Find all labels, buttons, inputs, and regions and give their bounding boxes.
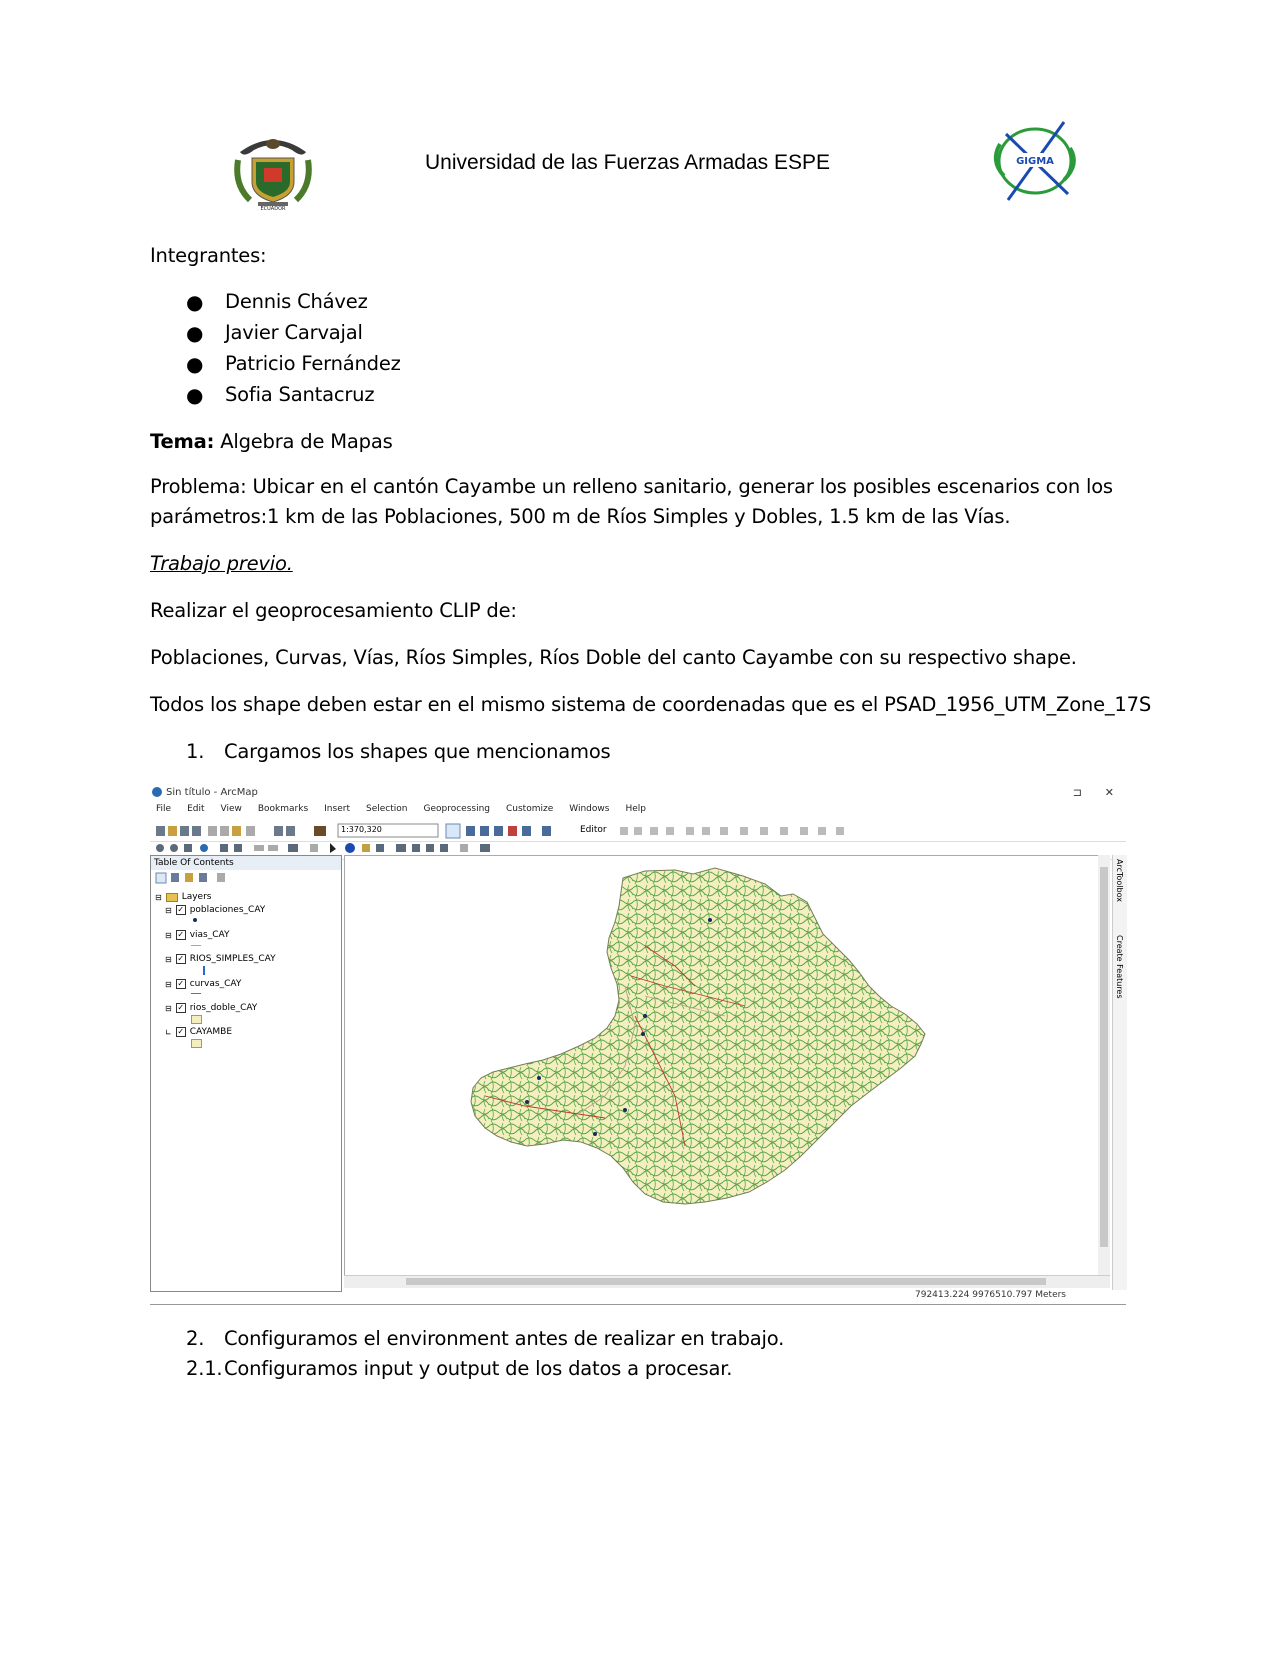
close-icon[interactable]: ✕ — [1104, 786, 1114, 799]
list-item: ● Patricio Fernández — [186, 352, 401, 376]
topic-value: Algebra de Mapas — [214, 430, 393, 453]
map-vertical-scrollbar[interactable] — [1098, 855, 1110, 1275]
map-view[interactable] — [344, 855, 1100, 1277]
toc-layer-cayambe[interactable]: ∟ ✓ CAYAMBE — [165, 1027, 233, 1037]
problem-paragraph: Problema: Ubicar en el cantón Cayambe un relleno sanitario, generar los posibles escenarios con los parámetros:1 km de las Poblaciones, 500 m de Ríos Simples y Dobles, 1.5 km de las Vías. — [150, 475, 1113, 528]
clip-intro: Realizar el geoprocesamiento CLIP de: — [150, 599, 517, 622]
step-2: 2. Configuramos el environment antes de realizar en trabajo. — [186, 1327, 785, 1350]
toc-layer-poblaciones[interactable]: ⊟ ✓ poblaciones_CAY — [165, 905, 266, 915]
page-title: Universidad de las Fuerzas Armadas ESPE — [425, 151, 831, 174]
toc-layer-curvas[interactable]: ⊟ ✓ curvas_CAY — [165, 979, 242, 989]
coordinate-readout: 792413.224 9976510.797 Meters — [915, 1290, 1066, 1300]
arcmap-titlebar — [150, 784, 1126, 804]
side-panel-tabs — [1112, 855, 1127, 1290]
editor-menu[interactable]: Editor — [580, 825, 607, 835]
layer-checkbox[interactable]: ✓ — [177, 905, 185, 914]
layer-checkbox[interactable]: ✓ — [177, 954, 185, 963]
contour-lines — [471, 868, 925, 1204]
menu-geoprocessing[interactable]: Geoprocessing — [423, 804, 490, 814]
toc-toolbar[interactable] — [155, 870, 245, 886]
toolbar-icons[interactable] — [150, 821, 1126, 841]
menu-help[interactable]: Help — [625, 804, 646, 814]
gigma-logo-text: GIGMA — [1016, 156, 1054, 167]
polygon-symbol — [191, 1039, 202, 1048]
menu-insert[interactable]: Insert — [324, 804, 350, 814]
layers-folder-icon — [166, 893, 178, 902]
menu-bookmarks[interactable]: Bookmarks — [257, 804, 309, 814]
table-of-contents — [150, 855, 342, 1292]
list-item: ● Dennis Chávez — [186, 290, 368, 314]
list-item: ● Sofia Santacruz — [186, 383, 375, 407]
coords-paragraph: Todos los shape deben estar en el mismo sistema de coordenadas que es el PSAD_1956_UTM_Zone_17S — [150, 693, 1152, 716]
arcmap-window-title: Sin título - ArcMap — [166, 787, 258, 798]
restore-icon[interactable]: ⊐ — [1072, 786, 1082, 799]
globe-icon — [152, 787, 162, 797]
layer-checkbox[interactable]: ✓ — [177, 979, 185, 988]
menu-view[interactable]: View — [220, 804, 242, 814]
menu-windows[interactable]: Windows — [569, 804, 610, 814]
arcmap-screenshot — [150, 784, 1126, 1305]
toc-layer-rios-doble[interactable]: ⊟ ✓ rios_doble_CAY — [165, 1003, 258, 1013]
menu-file[interactable]: File — [156, 804, 172, 814]
map-horizontal-scrollbar[interactable] — [344, 1275, 1110, 1288]
line-symbol — [191, 993, 201, 994]
members-label: Integrantes: — [150, 244, 267, 267]
step-2-1: 2.1.Configuramos input y output de los datos a procesar. — [186, 1357, 733, 1380]
menu-edit[interactable]: Edit — [187, 804, 205, 814]
arcmap-menubar — [156, 804, 646, 820]
line-symbol — [191, 945, 201, 946]
menu-selection[interactable]: Selection — [365, 804, 408, 814]
toc-layer-rios-simples[interactable]: ⊟ ✓ RIOS_SIMPLES_CAY — [165, 954, 276, 964]
point-symbol — [193, 918, 197, 922]
toc-layer-vias[interactable]: ⊟ ✓ vias_CAY — [165, 930, 230, 940]
espe-logo — [232, 130, 314, 212]
layer-checkbox[interactable]: ✓ — [177, 1003, 185, 1012]
svg-text:ECUADOR: ECUADOR — [260, 206, 286, 212]
arctoolbox-tab[interactable]: ArcToolbox — [1115, 859, 1124, 902]
layer-checkbox[interactable]: ✓ — [177, 930, 185, 939]
layer-checkbox[interactable]: ✓ — [177, 1027, 185, 1036]
create-features-tab[interactable]: Create Features — [1115, 935, 1124, 999]
toc-title: Table Of Contents — [151, 856, 341, 870]
members-list — [186, 289, 401, 413]
line-symbol — [203, 966, 205, 975]
topic-line — [150, 430, 393, 453]
gigma-logo — [986, 114, 1084, 208]
toc-root-layers[interactable]: ⊟ Layers — [155, 892, 212, 902]
list-item: ● Javier Carvajal — [186, 321, 363, 345]
clip-layers: Poblaciones, Curvas, Vías, Ríos Simples, Ríos Doble del canto Cayambe con su respectivo shape. — [150, 646, 1077, 669]
cayambe-map — [345, 856, 1099, 1276]
step-1: 1. Cargamos los shapes que mencionamos — [186, 740, 611, 763]
scale-input[interactable]: 1:370,320 — [341, 825, 382, 834]
polygon-symbol — [191, 1015, 202, 1024]
topic-label: Tema: — [150, 430, 215, 453]
menu-customize[interactable]: Customize — [506, 804, 554, 814]
previous-work-heading: Trabajo previo. — [150, 552, 293, 575]
